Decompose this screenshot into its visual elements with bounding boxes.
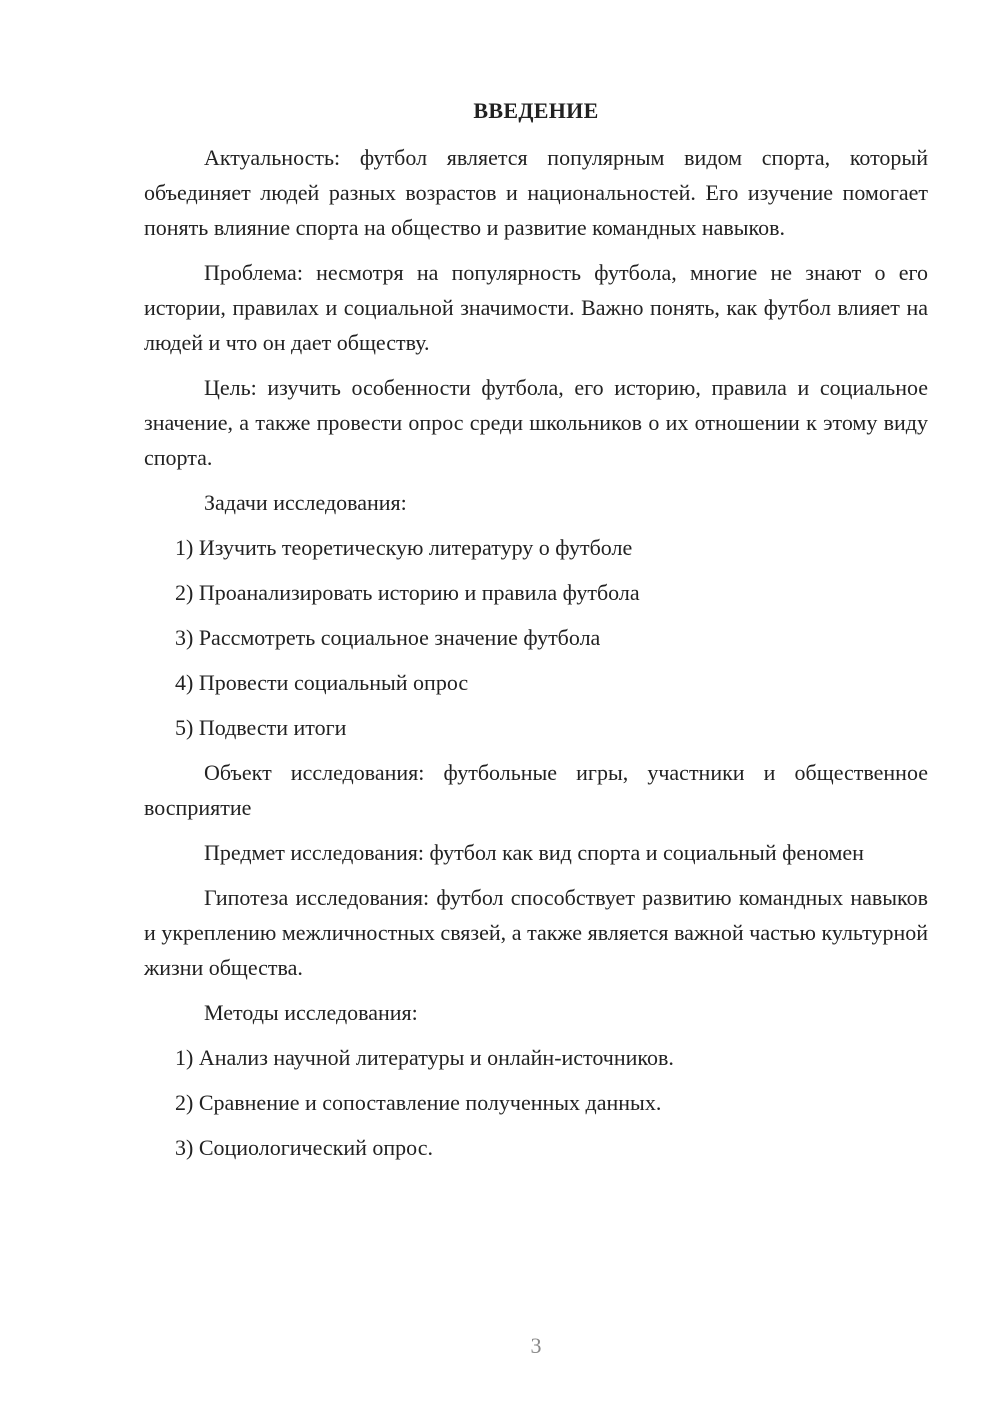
subject-paragraph: Предмет исследования: футбол как вид спорта и социальный феномен [204,840,864,865]
page-title: ВВЕДЕНИЕ [473,98,599,123]
hypothesis-paragraph: Гипотеза исследования: футбол способствует развитию командных навыков и укреплению межличностных связей, а также является важной частью культурной жизни общества. [144,885,928,980]
list-item: 2) Сравнение и сопоставление полученных данных. [175,1090,662,1115]
tasks-list [144,530,928,745]
list-item: 3) Социологический опрос. [175,1135,433,1160]
list-item: 1) Анализ научной литературы и онлайн-источников. [175,1045,674,1070]
list-item: 4) Провести социальный опрос [175,670,469,695]
methods-list [144,1040,928,1165]
page-number: 3 [530,1333,542,1358]
list-item: 3) Рассмотреть социальное значение футбола [175,625,601,650]
list-item: 5) Подвести итоги [175,715,347,740]
object-paragraph: Объект исследования: футбольные игры, участники и общественное восприятие [144,760,928,820]
goal-paragraph: Цель: изучить особенности футбола, его историю, правила и социальное значение, а также провести опрос среди школьников о их отношении к этому виду спорта. [144,375,928,470]
list-item: 1) Изучить теоретическую литературу о футболе [175,535,633,560]
methods-heading: Методы исследования: [204,1000,418,1025]
relevance-paragraph: Актуальность: футбол является популярным видом спорта, который объединяет людей разных возрастов и национальностей. Его изучение помогает понять влияние спорта на общество и развитие командных навыков. [144,145,928,240]
list-item: 2) Проанализировать историю и правила футбола [175,580,640,605]
tasks-heading: Задачи исследования: [204,490,407,515]
problem-paragraph: Проблема: несмотря на популярность футбола, многие не знают о его истории, правилах и социальной значимости. Важно понять, как футбол влияет на людей и что он дает обществу. [144,260,928,355]
document-body [144,140,928,1175]
